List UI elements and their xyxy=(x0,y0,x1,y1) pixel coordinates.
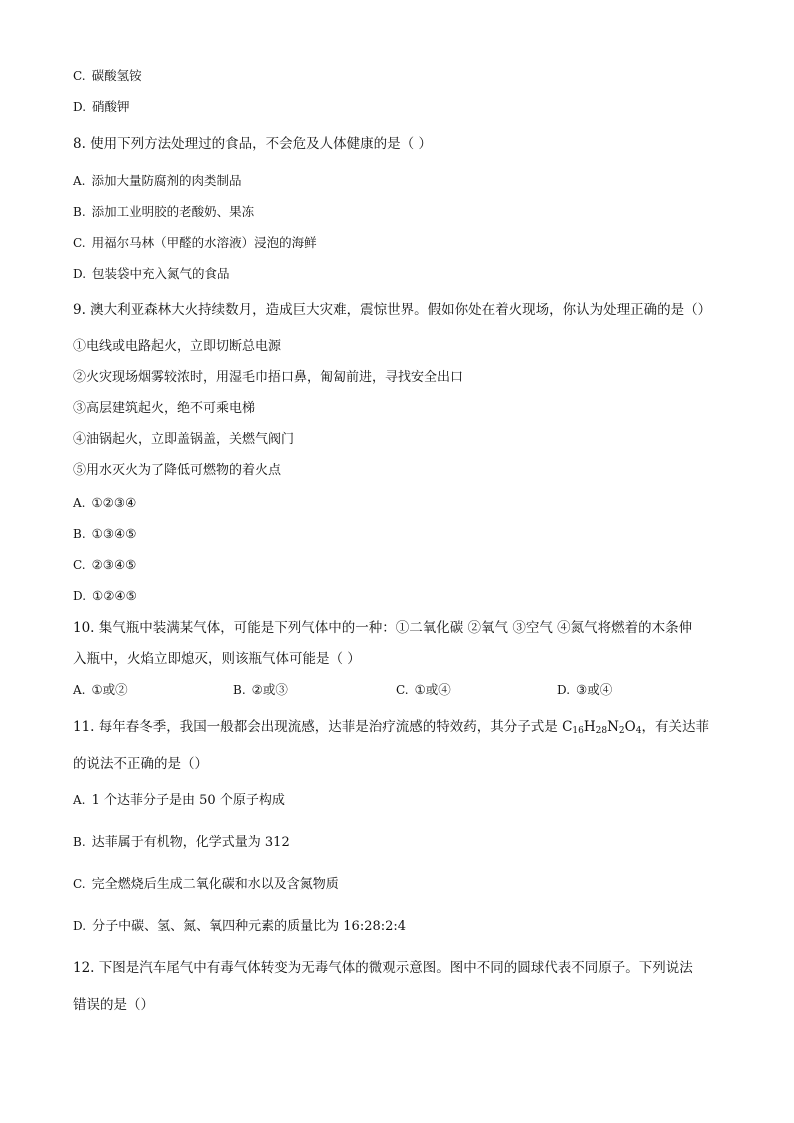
formula-element: N xyxy=(607,719,619,735)
q11-option-b xyxy=(73,833,733,852)
q12-stem-line-2: 错误的是（） xyxy=(73,997,154,1013)
q9-option-b xyxy=(73,525,733,543)
option-letter: C. xyxy=(73,69,86,83)
q9-option-c xyxy=(73,556,733,574)
option-letter: C. xyxy=(396,683,409,697)
option-text: ③或④ xyxy=(576,682,613,697)
q10-stem-line-2: 入瓶中，火焰立即熄灭，则该瓶气体可能是（ ） xyxy=(73,651,361,667)
q12-stem-line-1: 12. 下图是汽车尾气中有毒气体转变为无毒气体的微观示意图。图中不同的圆球代表不同原子。下列说法 xyxy=(73,960,693,976)
option-letter: D. xyxy=(73,267,87,281)
q11-option-a xyxy=(73,791,733,810)
formula-element: C xyxy=(562,719,573,735)
option-letter: D. xyxy=(73,589,87,603)
formula-element: O xyxy=(624,719,636,735)
option-text: 添加工业明胶的老酸奶、果冻 xyxy=(91,204,255,219)
option-text: ①②③④ xyxy=(91,495,137,510)
option-text: ①或④ xyxy=(414,682,451,697)
q8-option-c xyxy=(73,234,733,252)
option-text: 碳酸氢铵 xyxy=(91,68,142,83)
option-text: 包装袋中充入氮气的食品 xyxy=(92,266,230,281)
option-letter: A. xyxy=(73,683,86,697)
q11-option-c xyxy=(73,875,733,894)
molecular-formula xyxy=(562,719,641,735)
q11-stem-post: ，有关达菲 xyxy=(641,719,709,735)
q10-option-a xyxy=(73,681,128,699)
option-letter: C. xyxy=(73,558,86,572)
option-text: 用福尔马林（甲醛的水溶液）浸泡的海鲜 xyxy=(91,235,317,250)
option-text: ②或③ xyxy=(251,682,288,697)
option-letter: D. xyxy=(557,683,571,697)
q7-option-c xyxy=(73,67,733,85)
q9-option-a xyxy=(73,494,733,512)
q8-option-b xyxy=(73,203,733,221)
q8-stem: 8. 使用下列方法处理过的食品，不会危及人体健康的是（ ） xyxy=(73,136,432,152)
option-letter: D. xyxy=(73,919,87,933)
q11-stem-line-2: 的说法不正确的是（） xyxy=(73,756,208,772)
q10-option-b xyxy=(233,681,288,699)
option-letter: D. xyxy=(73,100,87,114)
option-letter: B. xyxy=(233,683,246,697)
formula-subscript: 4 xyxy=(635,726,642,736)
q10-option-d xyxy=(557,681,612,699)
q9-statement-3: ③高层建筑起火，绝不可乘电梯 xyxy=(73,401,256,416)
option-text: 添加大量防腐剂的肉类制品 xyxy=(91,173,242,188)
q8-option-a xyxy=(73,172,733,190)
q9-statement-2: ②火灾现场烟雾较浓时，用湿毛巾捂口鼻，匍匐前进，寻找安全出口 xyxy=(73,370,464,385)
q10-option-c xyxy=(396,681,451,699)
formula-subscript: 16 xyxy=(572,726,584,736)
option-text: 硝酸钾 xyxy=(92,99,130,114)
option-text: 达菲属于有机物，化学式量为 312 xyxy=(91,835,290,850)
q9-statement-5: ⑤用水灭火为了降低可燃物的着火点 xyxy=(73,463,282,478)
q11-option-d xyxy=(73,917,733,936)
option-letter: B. xyxy=(73,205,86,219)
option-letter: A. xyxy=(73,496,86,510)
formula-subscript: 28 xyxy=(595,726,608,736)
formula-subscript: 2 xyxy=(618,726,625,736)
q11-stem-line-1 xyxy=(73,718,733,736)
q9-statement-1: ①电线或电路起火，立即切断总电源 xyxy=(73,339,282,354)
option-text: ②③④⑤ xyxy=(91,557,137,572)
option-text: 1 个达菲分子是由 50 个原子构成 xyxy=(91,793,285,808)
option-text: 分子中碳、氢、氮、氧四种元素的质量比为 16:28:2:4 xyxy=(92,919,407,934)
option-letter: B. xyxy=(73,527,86,541)
formula-element: H xyxy=(583,719,596,735)
q11-stem-pre: 11. 每年春冬季，我国一般都会出现流感，达菲是治疗流感的特效药，其分子式是 xyxy=(73,719,563,735)
option-letter: C. xyxy=(73,236,86,250)
q9-statement-4: ④油锅起火，立即盖锅盖，关燃气阀门 xyxy=(73,432,295,447)
q9-stem: 9. 澳大利亚森林大火持续数月，造成巨大灾难，震惊世界。假如你处在着火现场，你认为处理正确的是（） xyxy=(73,302,712,318)
option-text: 完全燃烧后生成二氧化碳和水以及含氮物质 xyxy=(91,877,339,892)
q7-option-d xyxy=(73,98,733,116)
option-letter: B. xyxy=(73,835,86,849)
q9-option-d xyxy=(73,587,733,605)
q8-option-d xyxy=(73,265,733,283)
option-letter: A. xyxy=(73,174,86,188)
option-text: ①③④⑤ xyxy=(91,526,137,541)
option-text: ①或② xyxy=(91,682,128,697)
option-text: ①②④⑤ xyxy=(92,588,137,603)
q10-stem-line-1: 10. 集气瓶中装满某气体，可能是下列气体中的一种：①二氧化碳 ②氧气 ③空气 ④氮气将燃着的木条伸 xyxy=(73,620,693,636)
option-letter: C. xyxy=(73,877,86,891)
option-letter: A. xyxy=(73,793,86,807)
q10-options-row xyxy=(73,681,733,699)
